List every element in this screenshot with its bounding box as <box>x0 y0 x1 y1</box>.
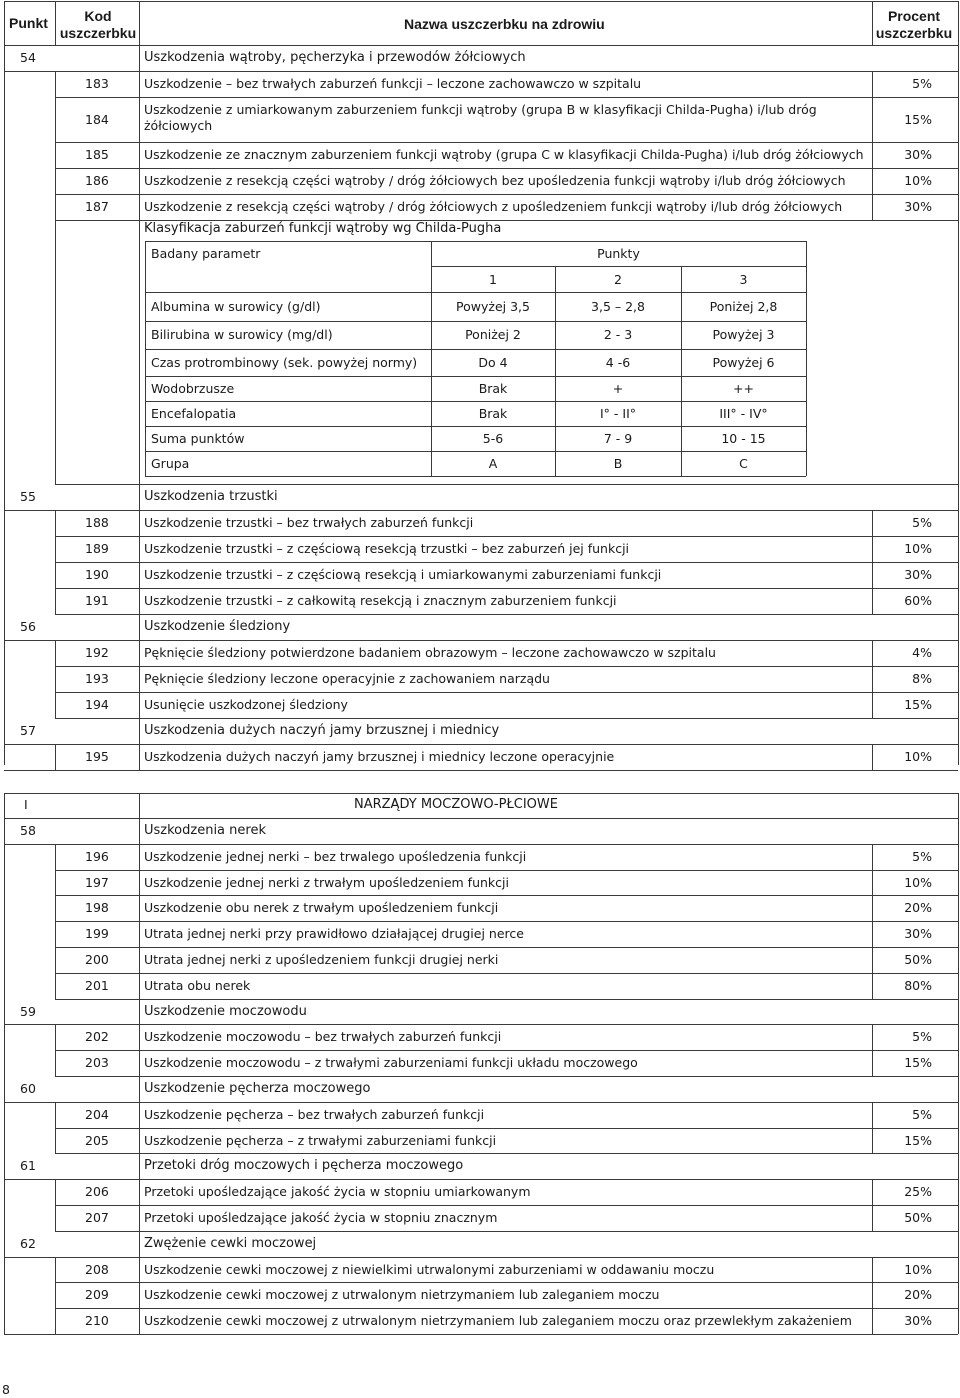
punkt-number: 57 <box>20 723 36 738</box>
row-border <box>55 1128 958 1129</box>
row-border <box>55 614 958 615</box>
table-left-border <box>4 1 5 765</box>
col-divider <box>139 220 140 484</box>
col-divider <box>872 895 873 921</box>
col-divider <box>55 71 56 97</box>
childpugh-param: Suma punktów <box>151 431 245 446</box>
childpugh-point-1: 1 <box>489 272 497 287</box>
col-divider <box>139 1205 140 1231</box>
childpugh-value: 3,5 – 2,8 <box>591 299 645 314</box>
row-border <box>55 870 958 871</box>
col-divider <box>139 484 140 510</box>
childpugh-value: C <box>739 456 748 471</box>
childpugh-value: III° - IV° <box>719 406 768 421</box>
col-divider <box>55 1205 56 1231</box>
col-divider <box>55 510 56 536</box>
col-divider <box>55 844 56 870</box>
col-divider <box>139 692 140 718</box>
col-divider <box>139 640 140 666</box>
item-description: Uszkodzenie jednej nerki – bez trwalego upośledzenia funkcji <box>144 848 527 864</box>
row-border <box>55 588 958 589</box>
item-percent: 25% <box>904 1184 932 1200</box>
col-divider <box>872 947 873 973</box>
childpugh-border <box>431 266 806 267</box>
col-divider <box>872 1308 873 1334</box>
col-divider <box>55 973 56 999</box>
punkt-number: 54 <box>20 50 36 65</box>
col-divider <box>872 921 873 947</box>
childpugh-point-3: 3 <box>739 272 748 287</box>
item-code: 205 <box>85 1132 109 1148</box>
item-percent: 50% <box>904 952 932 967</box>
col-divider <box>55 1179 56 1205</box>
row-border <box>4 1102 958 1103</box>
item-code: 183 <box>85 76 109 91</box>
col-divider <box>872 1282 873 1308</box>
item-description: Uszkodzenie z resekcją części wątroby / dróg żółciowych z upośledzeniem funkcji wątroby i/lub dróg żółciowych <box>144 199 843 214</box>
childpugh-value: 10 - 15 <box>721 431 766 446</box>
childpugh-border <box>145 426 806 427</box>
item-percent: 15% <box>904 1132 932 1148</box>
childpugh-param: Albumina w surowicy (g/dl) <box>151 299 321 314</box>
header-bottom-border <box>4 45 958 46</box>
childpugh-border <box>145 376 806 377</box>
row-border <box>55 718 958 719</box>
header-nazwa: Nazwa uszczerbku na zdrowiu <box>404 16 605 32</box>
item-percent: 10% <box>904 1261 932 1277</box>
punkt-title: Zwężenie cewki moczowej <box>144 1235 317 1251</box>
childpugh-value: 4 -6 <box>605 355 631 370</box>
item-percent: 10% <box>904 749 932 764</box>
col-divider <box>55 97 56 142</box>
col-divider <box>139 1050 140 1076</box>
item-code: 202 <box>85 1029 109 1045</box>
childpugh-value: Do 4 <box>478 355 508 370</box>
col-divider <box>139 562 140 588</box>
punkt-title: Uszkodzenia wątroby, pęcherzyka i przewodów żółciowych <box>144 50 526 65</box>
col-divider <box>139 973 140 999</box>
punkt-title: Uszkodzenie moczowodu <box>144 1003 307 1019</box>
item-percent: 80% <box>904 977 932 993</box>
row-border <box>55 562 958 563</box>
col-divider <box>55 1050 56 1076</box>
col-divider <box>55 194 56 220</box>
item-percent: 15% <box>904 1055 932 1071</box>
col-divider <box>55 1 56 45</box>
row-border <box>55 536 958 537</box>
table-top-border <box>4 793 958 794</box>
col-divider <box>872 1257 873 1283</box>
col-divider <box>872 194 873 220</box>
item-code: 199 <box>85 926 109 942</box>
item-code: 207 <box>85 1210 109 1225</box>
item-code: 200 <box>85 952 109 967</box>
item-percent: 10% <box>904 541 932 556</box>
item-description: Pęknięcie śledziony potwierdzone badaniem obrazowym – leczone zachowawczo w szpitalu <box>144 645 716 660</box>
col-divider <box>139 142 140 168</box>
col-divider <box>872 870 873 896</box>
col-divider <box>139 97 140 142</box>
punkt-title: Przetoki dróg moczowych i pęcherza moczowego <box>144 1158 464 1174</box>
item-percent: 15% <box>904 112 932 127</box>
childpugh-border <box>145 401 806 402</box>
item-description: Uszkodzenia dużych naczyń jamy brzusznej i miednicy leczone operacyjnie <box>144 749 615 764</box>
item-percent: 30% <box>904 567 932 582</box>
item-code: 209 <box>85 1287 109 1303</box>
col-divider <box>55 1308 56 1334</box>
childpugh-value: Brak <box>478 381 508 396</box>
item-description: Uszkodzenie cewki moczowej z utrwalonym nietrzymaniem lub zaleganiem moczu oraz przewlekłym zakażeniem <box>144 1313 852 1329</box>
col-divider <box>139 870 140 896</box>
item-code: 195 <box>85 749 109 764</box>
item-description: Uszkodzenie moczowodu – z trwałymi zaburzeniami funkcji układu moczowego <box>144 1055 638 1071</box>
item-percent: 30% <box>904 926 932 942</box>
childpugh-value: Poniżej 2 <box>465 327 521 342</box>
item-description: Uszkodzenie jednej nerki z trwałym upośledzeniem funkcji <box>144 874 509 890</box>
col-divider <box>55 640 56 666</box>
item-description: Przetoki upośledzające jakość życia w stopniu znacznym <box>144 1210 498 1225</box>
col-divider <box>55 666 56 692</box>
item-description: Uszkodzenie z resekcją części wątroby / dróg żółciowych bez upośledzenia funkcji wątroby i/lub dróg żółciowych <box>144 173 846 188</box>
col-divider <box>55 142 56 168</box>
col-divider <box>872 1050 873 1076</box>
item-code: 206 <box>85 1184 109 1200</box>
item-description: Uszkodzenie ze znacznym zaburzeniem funkcji wątroby (grupa C w klasyfikacji Childa-Pugha) i/lub dróg żółciowych <box>144 147 864 162</box>
col-divider <box>872 562 873 588</box>
col-divider <box>139 1024 140 1050</box>
col-divider <box>872 1024 873 1050</box>
col-divider <box>139 168 140 194</box>
punkt-number: 59 <box>20 1003 36 1019</box>
col-divider <box>55 1102 56 1128</box>
punkt-title: Uszkodzenia nerek <box>144 823 266 838</box>
item-description: Uszkodzenie z umiarkowanym zaburzeniem funkcji wątroby (grupa B w klasyfikacji Childa-Pugha) i/lub dróg żółciowych <box>144 102 817 133</box>
item-percent: 5% <box>912 515 932 530</box>
childpugh-border <box>145 241 806 242</box>
row-border <box>4 1024 958 1025</box>
childpugh-value: 2 - 3 <box>603 327 633 342</box>
col-divider <box>139 1 140 45</box>
item-code: 187 <box>85 199 109 214</box>
col-divider <box>139 536 140 562</box>
item-code: 210 <box>85 1313 109 1329</box>
col-divider <box>55 1282 56 1308</box>
childpugh-title: Klasyfikacja zaburzeń funkcji wątroby wg Childa-Pugha <box>144 221 502 236</box>
col-divider <box>139 45 140 71</box>
table-bottom-border <box>4 1334 958 1335</box>
item-description: Uszkodzenie trzustki – z częściową resekcją trzustki – bez zaburzeń jej funkcji <box>144 541 630 556</box>
item-description: Uszkodzenie obu nerek z trwałym upośledzeniem funkcji <box>144 900 499 916</box>
item-description: Przetoki upośledzające jakość życia w stopniu umiarkowanym <box>144 1184 531 1200</box>
col-divider <box>55 1257 56 1283</box>
row-border <box>55 1153 958 1154</box>
item-percent: 15% <box>904 697 932 712</box>
punkt-number: 61 <box>20 1158 36 1174</box>
item-description: Utrata obu nerek <box>144 977 251 993</box>
item-description: Uszkodzenie pęcherza – bez trwałych zaburzeń funkcji <box>144 1106 485 1122</box>
item-percent: 5% <box>912 1106 932 1122</box>
col-divider <box>872 1128 873 1154</box>
col-divider <box>139 194 140 220</box>
table-left-border <box>4 793 5 1334</box>
childpugh-param-header: Badany parametr <box>151 246 261 261</box>
col-divider <box>872 142 873 168</box>
row-border <box>55 168 958 169</box>
col-divider <box>55 692 56 718</box>
childpugh-value: B <box>613 456 623 471</box>
row-border <box>55 666 958 667</box>
item-description: Uszkodzenie cewki moczowej z utrwalonym nietrzymaniem lub zaleganiem moczu <box>144 1287 660 1303</box>
item-code: 185 <box>85 147 109 162</box>
row-border <box>55 947 958 948</box>
col-divider <box>872 640 873 666</box>
item-description: Uszkodzenie trzustki – z całkowitą resekcją i znacznym zaburzeniem funkcji <box>144 593 617 608</box>
table-right-border <box>958 793 959 1334</box>
col-divider <box>139 1102 140 1128</box>
punkt-number: 55 <box>20 489 36 504</box>
col-divider <box>139 844 140 870</box>
row-border <box>4 844 958 845</box>
col-divider <box>139 510 140 536</box>
punkt-number: 60 <box>20 1081 36 1096</box>
childpugh-border <box>145 476 806 477</box>
row-border <box>55 1076 958 1077</box>
punkt-number: 58 <box>20 823 36 838</box>
row-border <box>4 1257 958 1258</box>
punkt-title: Uszkodzenie śledziony <box>144 619 291 634</box>
item-percent: 8% <box>912 671 932 686</box>
row-border <box>4 510 958 511</box>
col-divider <box>872 588 873 614</box>
item-code: 194 <box>85 697 109 712</box>
col-divider <box>55 1128 56 1154</box>
col-divider <box>139 71 140 97</box>
item-code: 188 <box>85 515 109 530</box>
col-divider <box>55 1024 56 1050</box>
punkt-number: 56 <box>20 619 36 634</box>
row-border <box>55 484 958 485</box>
section-title: NARZĄDY MOCZOWO-PŁCIOWE <box>354 797 558 812</box>
col-divider <box>139 947 140 973</box>
row-border <box>55 1308 958 1309</box>
row-border <box>55 142 958 143</box>
col-divider <box>139 1076 140 1102</box>
item-description: Uszkodzenie cewki moczowej z niewielkimi utrwalonymi zaburzeniami w oddawaniu moczu <box>144 1261 715 1277</box>
header-kod: Kod uszczerbku <box>59 8 137 41</box>
col-divider <box>55 536 56 562</box>
header-procent: Procent uszczerbku <box>875 8 953 41</box>
childpugh-param: Encefalopatia <box>151 406 237 421</box>
row-border <box>55 1282 958 1283</box>
item-description: Uszkodzenie trzustki – bez trwałych zaburzeń funkcji <box>144 515 474 530</box>
col-divider <box>872 71 873 97</box>
table-bottom-border <box>4 770 958 771</box>
col-divider <box>139 1179 140 1205</box>
childpugh-point-2: 2 <box>614 272 622 287</box>
item-percent: 5% <box>912 76 932 91</box>
table-top-border <box>4 1 958 2</box>
item-code: 201 <box>85 977 109 993</box>
row-border <box>55 999 958 1000</box>
item-percent: 20% <box>904 900 932 916</box>
childpugh-value: A <box>488 456 498 471</box>
childpugh-border <box>145 241 146 476</box>
item-percent: 5% <box>912 1029 932 1045</box>
row-border <box>4 71 958 72</box>
col-divider <box>139 614 140 640</box>
item-code: 198 <box>85 900 109 916</box>
punkt-title: Uszkodzenia dużych naczyń jamy brzusznej i miednicy <box>144 723 500 738</box>
item-percent: 50% <box>904 1210 932 1225</box>
col-divider <box>872 666 873 692</box>
col-divider <box>872 692 873 718</box>
row-border <box>4 1179 958 1180</box>
col-divider <box>55 168 56 194</box>
col-divider <box>55 947 56 973</box>
item-code: 196 <box>85 848 109 864</box>
punkt-number: 62 <box>20 1235 36 1251</box>
childpugh-value: 5-6 <box>482 431 504 446</box>
item-percent: 4% <box>912 645 932 660</box>
childpugh-value: Powyżej 3,5 <box>456 299 530 314</box>
childpugh-value: Poniżej 2,8 <box>709 299 778 314</box>
item-percent: 30% <box>904 199 932 214</box>
item-code: 189 <box>85 541 109 556</box>
childpugh-value: Powyżej 3 <box>712 327 775 342</box>
col-divider <box>139 1257 140 1283</box>
item-description: Utrata jednej nerki przy prawidłowo działającej drugiej nerce <box>144 926 524 942</box>
col-divider <box>55 870 56 896</box>
childpugh-points-header: Punkty <box>597 246 640 261</box>
col-divider <box>55 562 56 588</box>
item-code: 191 <box>85 593 109 608</box>
col-divider <box>139 744 140 770</box>
col-divider <box>139 1308 140 1334</box>
item-code: 184 <box>85 112 109 127</box>
item-description: Utrata jednej nerki z upośledzeniem funkcji drugiej nerki <box>144 952 499 967</box>
col-divider <box>139 1282 140 1308</box>
childpugh-value: Powyżej 6 <box>712 355 775 370</box>
item-description: Pęknięcie śledziony leczone operacyjnie z zachowaniem narządu <box>144 671 550 686</box>
col-divider <box>872 1102 873 1128</box>
col-divider <box>55 588 56 614</box>
col-divider <box>55 744 56 770</box>
item-code: 190 <box>85 567 109 582</box>
col-divider <box>139 666 140 692</box>
childpugh-value: I° - II° <box>599 406 637 421</box>
row-border <box>55 194 958 195</box>
childpugh-border <box>806 241 807 476</box>
section-number: I <box>24 797 28 812</box>
col-divider <box>139 999 140 1025</box>
col-divider <box>872 844 873 870</box>
item-description: Uszkodzenie trzustki – z częściową resekcją i umiarkowanymi zaburzeniami funkcji <box>144 567 662 582</box>
item-description: Uszkodzenie pęcherza – z trwałymi zaburzeniami funkcji <box>144 1132 497 1148</box>
col-divider <box>872 973 873 999</box>
childpugh-value: + <box>612 381 624 396</box>
childpugh-border <box>145 321 806 322</box>
item-percent: 30% <box>904 1313 932 1329</box>
row-border <box>55 1050 958 1051</box>
col-divider <box>139 1231 140 1257</box>
childpugh-border <box>145 349 806 350</box>
item-description: Uszkodzenie moczowodu – bez trwałych zaburzeń funkcji <box>144 1029 502 1045</box>
item-description: Uszkodzenie – bez trwałych zaburzeń funkcji – leczone zachowawczo w szpitalu <box>144 76 642 91</box>
childpugh-param: Bilirubina w surowicy (mg/dl) <box>151 327 333 342</box>
row-border <box>55 692 958 693</box>
col-divider <box>139 793 140 818</box>
item-code: 192 <box>85 645 109 660</box>
childpugh-param: Grupa <box>151 456 190 471</box>
col-divider <box>872 536 873 562</box>
col-divider <box>139 1128 140 1154</box>
col-divider <box>139 588 140 614</box>
item-code: 197 <box>85 874 109 890</box>
row-border <box>55 1205 958 1206</box>
col-divider <box>55 220 56 484</box>
item-percent: 5% <box>912 848 932 864</box>
item-code: 204 <box>85 1106 109 1122</box>
col-divider <box>872 1 873 45</box>
punkt-title: Uszkodzenia trzustki <box>144 489 278 504</box>
item-percent: 30% <box>904 147 932 162</box>
header-punkt: Punkt <box>9 15 48 31</box>
col-divider <box>139 718 140 744</box>
col-divider <box>139 818 140 844</box>
row-border <box>55 1231 958 1232</box>
col-divider <box>139 921 140 947</box>
col-divider <box>872 510 873 536</box>
item-percent: 10% <box>904 874 932 890</box>
childpugh-border <box>145 451 806 452</box>
item-code: 186 <box>85 173 109 188</box>
row-border <box>4 640 958 641</box>
childpugh-value: ++ <box>733 381 754 396</box>
childpugh-param: Czas protrombinowy (sek. powyżej normy) <box>151 355 418 370</box>
row-border <box>55 895 958 896</box>
row-border <box>4 744 958 745</box>
page-number: 8 <box>2 1382 10 1397</box>
col-divider <box>872 97 873 142</box>
item-description: Usunięcie uszkodzonej śledziony <box>144 697 348 712</box>
row-border <box>55 921 958 922</box>
col-divider <box>55 895 56 921</box>
item-percent: 20% <box>904 1287 932 1303</box>
childpugh-border <box>145 292 806 293</box>
col-divider <box>872 1179 873 1205</box>
col-divider <box>872 168 873 194</box>
col-divider <box>55 921 56 947</box>
item-code: 208 <box>85 1261 109 1277</box>
col-divider <box>872 744 873 770</box>
item-percent: 60% <box>904 593 932 608</box>
childpugh-param: Wodobrzusze <box>151 381 235 396</box>
col-divider <box>872 1205 873 1231</box>
col-divider <box>139 1153 140 1179</box>
childpugh-value: Brak <box>478 406 508 421</box>
punkt-title: Uszkodzenie pęcherza moczowego <box>144 1081 371 1096</box>
row-border <box>55 97 958 98</box>
table-right-border <box>958 1 959 765</box>
col-divider <box>139 895 140 921</box>
item-code: 203 <box>85 1055 109 1071</box>
childpugh-value: 7 - 9 <box>603 431 633 446</box>
item-percent: 10% <box>904 173 932 188</box>
row-border <box>4 818 958 819</box>
item-code: 193 <box>85 671 109 686</box>
row-border <box>55 973 958 974</box>
